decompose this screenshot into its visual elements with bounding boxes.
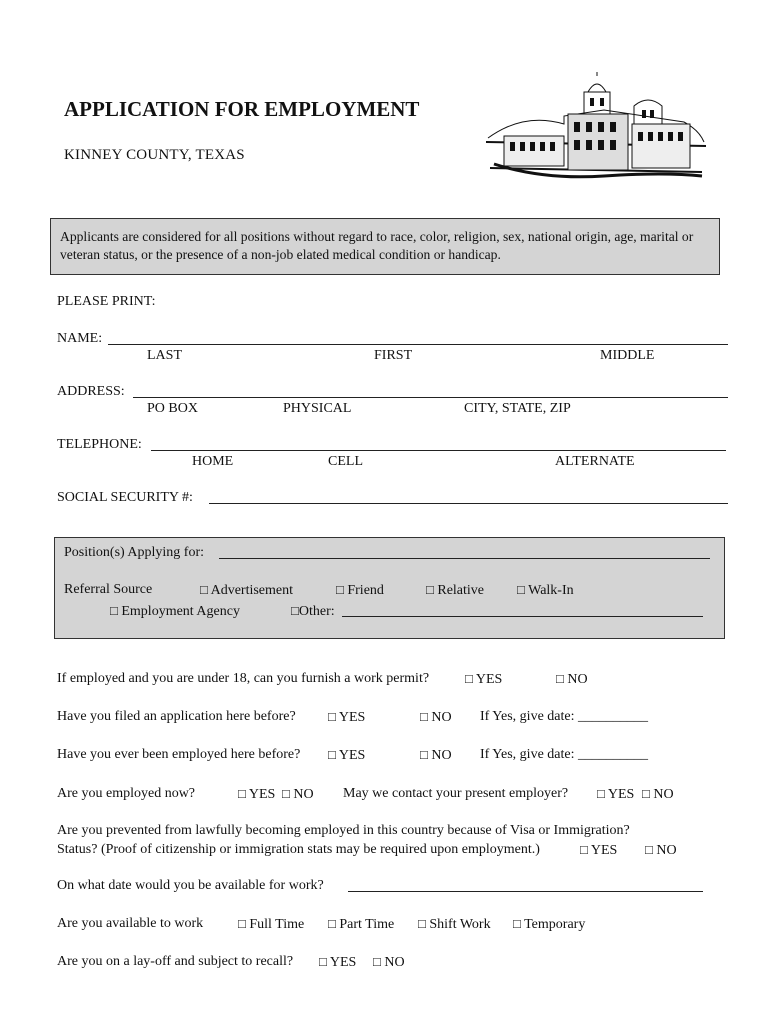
employed-now-yes[interactable]: □ YES [238,786,276,802]
telephone-alternate-caption: ALTERNATE [555,454,635,469]
ssn-field[interactable] [209,503,728,504]
name-middle-caption: MIDDLE [600,348,655,363]
layoff-yes[interactable]: □ YES [319,954,357,970]
agency-checkbox[interactable]: □ [110,603,118,618]
filed-before-question: Have you filed an application here before? [57,709,296,724]
employed-now-no[interactable]: □ NO [282,786,314,802]
name-label: NAME: [57,331,103,346]
available-date-question: On what date would you be available for work? [57,878,324,893]
employed-before-yes[interactable]: □ YES [328,747,366,763]
address-label: ADDRESS: [57,384,125,399]
contact-employer-question: May we contact your present employer? [343,786,569,801]
employed-before-question: Have you ever been employed here before? [57,747,301,762]
relative-checkbox[interactable]: □ [426,582,434,597]
temporary-option[interactable]: □ Temporary [513,916,586,932]
layoff-question: Are you on a lay-off and subject to recall? [57,954,294,969]
name-last-caption: LAST [147,348,182,363]
available-type-question: Are you available to work [57,916,204,931]
work-permit-yes[interactable]: □ YES [465,671,503,687]
referral-friend-option[interactable]: □ Friend [336,582,384,598]
equal-opportunity-notice: Applicants are considered for all positions without regard to race, color, religion, sex, national origin, age, marital or veteran status, or the presence of a non-job elated medical condition or handicap. [50,218,720,275]
referral-other-option[interactable]: □Other: [291,603,335,619]
address-pobox-caption: PO BOX [147,401,198,416]
telephone-cell-caption: CELL [328,454,363,469]
prevented-no[interactable]: □ NO [645,842,677,858]
referral-relative-option[interactable]: □ Relative [426,582,485,598]
name-first-caption: FIRST [374,348,413,363]
prevented-question-line1: Are you prevented from lawfully becoming employed in this country because of Visa or Immigration? [57,823,630,838]
prevented-yes[interactable]: □ YES [580,842,618,858]
filed-before-no[interactable]: □ NO [420,709,452,725]
work-permit-no[interactable]: □ NO [556,671,588,687]
name-field[interactable] [108,344,728,345]
employed-before-no[interactable]: □ NO [420,747,452,763]
available-date-field[interactable] [348,891,703,892]
please-print-label: PLEASE PRINT: [57,294,156,309]
shift-work-option[interactable]: □ Shift Work [418,916,491,932]
telephone-field[interactable] [151,450,726,451]
page-title: APPLICATION FOR EMPLOYMENT [64,97,420,121]
filed-before-date[interactable]: If Yes, give date: __________ [480,709,648,724]
positions-label: Position(s) Applying for: [64,545,205,560]
employed-before-date[interactable]: If Yes, give date: __________ [480,747,648,762]
address-field[interactable] [133,397,728,398]
employed-now-question: Are you employed now? [57,786,196,801]
layoff-no[interactable]: □ NO [373,954,405,970]
part-time-option[interactable]: □ Part Time [328,916,395,932]
courthouse-building-icon [484,72,708,188]
referral-walkin-option[interactable]: □ Walk-In [517,582,574,598]
referral-source-label: Referral Source [64,582,153,597]
address-physical-caption: PHYSICAL [283,401,352,416]
advertisement-checkbox[interactable]: □ [200,582,208,597]
contact-employer-no[interactable]: □ NO [642,786,674,802]
friend-checkbox[interactable]: □ [336,582,344,597]
positions-field[interactable] [219,558,710,559]
filed-before-yes[interactable]: □ YES [328,709,366,725]
walkin-checkbox[interactable]: □ [517,582,525,597]
telephone-home-caption: HOME [192,454,234,469]
work-permit-question: If employed and you are under 18, can you furnish a work permit? [57,671,430,686]
page-subtitle: KINNEY COUNTY, TEXAS [64,147,245,163]
other-field[interactable] [342,616,703,617]
telephone-label: TELEPHONE: [57,437,142,452]
contact-employer-yes[interactable]: □ YES [597,786,635,802]
referral-advertisement-option[interactable]: □ Advertisement [200,582,294,598]
other-checkbox[interactable]: □ [291,603,299,618]
referral-agency-option[interactable]: □ Employment Agency [110,603,240,619]
full-time-option[interactable]: □ Full Time [238,916,305,932]
ssn-label: SOCIAL SECURITY #: [57,490,193,505]
address-city-caption: CITY, STATE, ZIP [464,401,571,416]
prevented-question-line2: Status? (Proof of citizenship or immigration stats may be required upon employment.) [57,842,540,857]
